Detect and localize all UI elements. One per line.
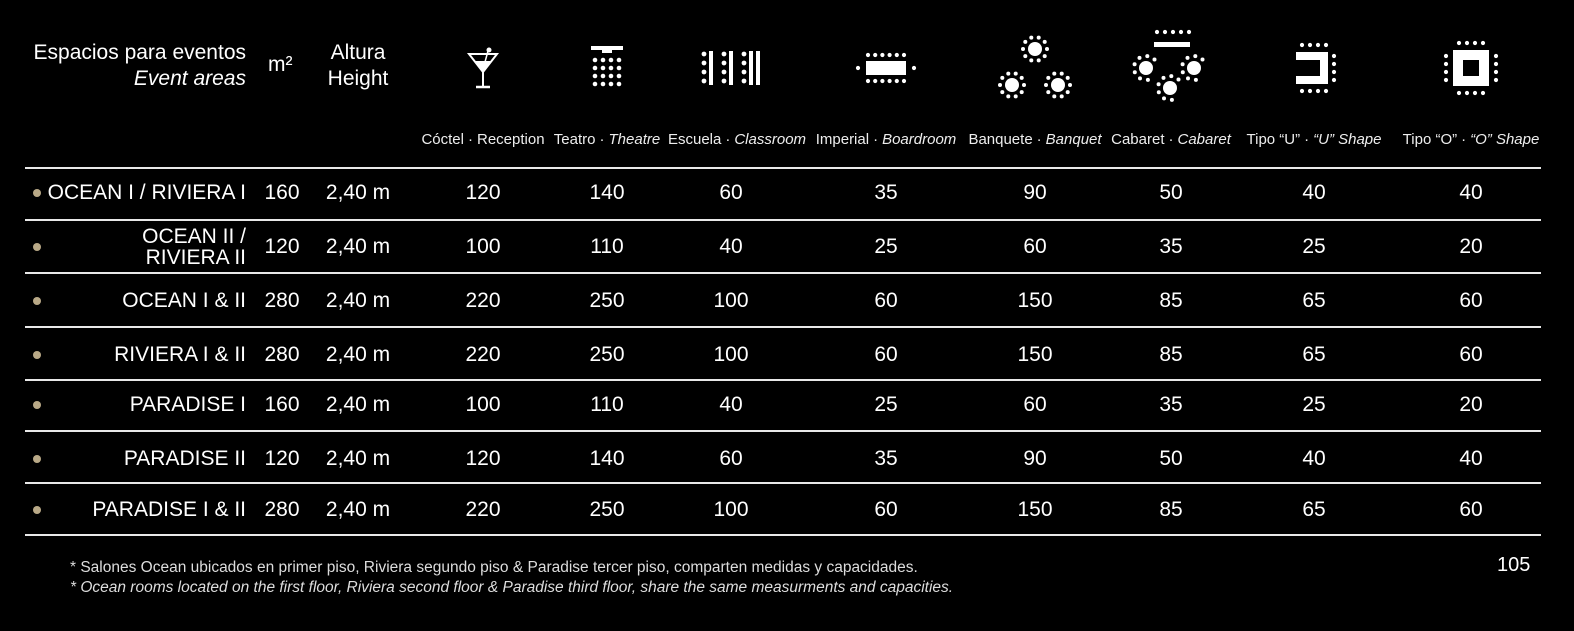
table-rule bbox=[25, 534, 1541, 536]
capacity-value: 150 bbox=[1017, 289, 1053, 312]
capacity-value: 100 bbox=[713, 289, 749, 312]
capacity-value: 40 bbox=[1302, 447, 1326, 470]
header-height bbox=[328, 40, 389, 92]
capacity-value: 65 bbox=[1302, 343, 1326, 366]
separator: · bbox=[1036, 131, 1042, 148]
capacity-value: 20 bbox=[1459, 393, 1483, 416]
capacity-value: 110 bbox=[590, 393, 624, 416]
table-rule bbox=[25, 482, 1541, 484]
separator: · bbox=[1304, 131, 1310, 148]
capacity-value: 220 bbox=[465, 343, 501, 366]
column-label bbox=[816, 131, 957, 148]
capacity-value: 65 bbox=[1302, 498, 1326, 521]
column-label bbox=[968, 131, 1101, 148]
height-value: 2,40 m bbox=[325, 235, 391, 258]
column-label-en: Cabaret bbox=[1177, 131, 1231, 148]
separator: · bbox=[467, 131, 473, 148]
separator: · bbox=[725, 131, 731, 148]
capacity-value: 35 bbox=[1159, 235, 1183, 258]
height-value: 2,40 m bbox=[325, 181, 391, 204]
bullet-icon bbox=[33, 455, 41, 463]
header-area bbox=[34, 40, 246, 92]
capacity-value: 60 bbox=[1023, 393, 1047, 416]
capacity-value: 60 bbox=[719, 447, 743, 470]
capacity-value: 85 bbox=[1159, 289, 1183, 312]
room-name: PARADISE I bbox=[129, 393, 246, 416]
table-rule bbox=[25, 430, 1541, 432]
bullet-icon bbox=[33, 297, 41, 305]
capacity-value: 100 bbox=[465, 393, 501, 416]
header-area-es: Espacios para eventos bbox=[33, 41, 246, 64]
bullet-icon bbox=[33, 189, 41, 197]
separator: · bbox=[1168, 131, 1174, 148]
capacity-value: 60 bbox=[874, 498, 898, 521]
column-label-es: Escuela bbox=[667, 131, 722, 148]
capacity-value: 35 bbox=[874, 181, 898, 204]
area-value: 160 bbox=[264, 393, 300, 416]
capacity-value: 60 bbox=[1459, 498, 1483, 521]
column-label-en: “U” Shape bbox=[1313, 131, 1382, 148]
column-label-en: Boardroom bbox=[882, 131, 957, 148]
capacity-value: 90 bbox=[1023, 181, 1047, 204]
capacity-value: 150 bbox=[1017, 343, 1053, 366]
column-label bbox=[1111, 131, 1231, 148]
header-height-en: Height bbox=[327, 67, 389, 90]
column-label-en: Banquet bbox=[1045, 131, 1102, 148]
capacity-value: 250 bbox=[589, 343, 625, 366]
theatre-layout-icon bbox=[589, 28, 625, 108]
area-value: 120 bbox=[264, 447, 300, 470]
capacity-value: 60 bbox=[874, 343, 898, 366]
classroom-layout-icon bbox=[701, 28, 761, 108]
bullet-icon bbox=[33, 506, 41, 514]
capacity-value: 140 bbox=[589, 181, 625, 204]
capacity-value: 120 bbox=[465, 447, 501, 470]
area-value: 280 bbox=[264, 343, 300, 366]
capacity-value: 60 bbox=[874, 289, 898, 312]
capacity-value: 150 bbox=[1017, 498, 1053, 521]
capacity-value: 60 bbox=[1459, 289, 1483, 312]
capacity-value: 85 bbox=[1159, 498, 1183, 521]
header-area-en: Event areas bbox=[133, 67, 246, 90]
capacity-value: 25 bbox=[1302, 393, 1326, 416]
area-value: 160 bbox=[264, 181, 300, 204]
capacity-value: 40 bbox=[719, 393, 743, 416]
capacity-value: 100 bbox=[465, 235, 501, 258]
bullet-icon bbox=[33, 243, 41, 251]
column-label-en: Reception bbox=[476, 131, 545, 148]
boardroom-layout-icon bbox=[854, 28, 918, 108]
capacity-value: 50 bbox=[1159, 181, 1183, 204]
page-number: 105 bbox=[1497, 554, 1531, 576]
cabaret-layout-icon bbox=[1128, 28, 1214, 108]
room-name: OCEAN II / RIVIERA II bbox=[142, 225, 246, 269]
banquet-layout-icon bbox=[995, 28, 1075, 108]
header-m2: m² bbox=[268, 53, 293, 76]
o-shape-layout-icon bbox=[1443, 28, 1499, 108]
column-label-en: Classroom bbox=[734, 131, 807, 148]
bullet-icon bbox=[33, 351, 41, 359]
column-label-es: Cabaret bbox=[1111, 131, 1165, 148]
column-label bbox=[668, 131, 806, 148]
separator: · bbox=[1461, 131, 1467, 148]
height-value: 2,40 m bbox=[325, 289, 391, 312]
capacity-value: 220 bbox=[465, 289, 501, 312]
capacity-value: 25 bbox=[874, 393, 898, 416]
height-value: 2,40 m bbox=[325, 447, 391, 470]
capacity-value: 90 bbox=[1023, 447, 1047, 470]
column-label-en: “O” Shape bbox=[1470, 131, 1540, 148]
room-name: PARADISE I & II bbox=[92, 498, 246, 521]
column-label bbox=[421, 131, 544, 148]
table-rule bbox=[25, 326, 1541, 328]
capacity-value: 40 bbox=[719, 235, 743, 258]
capacity-value: 100 bbox=[713, 343, 749, 366]
capacity-value: 35 bbox=[1159, 393, 1183, 416]
capacity-value: 60 bbox=[1023, 235, 1047, 258]
footnote-en: * Ocean rooms located on the first floor, Riviera second floor & Paradise third floor, share the same measurments and capacities. bbox=[70, 579, 954, 596]
room-name: PARADISE II bbox=[123, 447, 246, 470]
capacity-value: 220 bbox=[465, 498, 501, 521]
capacity-value: 250 bbox=[589, 498, 625, 521]
column-label-es: Cóctel bbox=[421, 131, 464, 148]
capacity-value: 85 bbox=[1159, 343, 1183, 366]
capacity-value: 60 bbox=[1459, 343, 1483, 366]
column-label-es: Tipo “U” bbox=[1246, 131, 1301, 148]
capacity-value: 100 bbox=[713, 498, 749, 521]
column-label-en: Theatre bbox=[608, 131, 661, 148]
column-label bbox=[1403, 131, 1540, 148]
capacity-value: 40 bbox=[1302, 181, 1326, 204]
table-rule bbox=[25, 167, 1541, 169]
column-label-es: Banquete bbox=[968, 131, 1033, 148]
area-value: 280 bbox=[264, 498, 300, 521]
header-height-es: Altura bbox=[330, 41, 386, 64]
capacity-value: 20 bbox=[1459, 235, 1483, 258]
capacity-value: 40 bbox=[1459, 447, 1483, 470]
area-value: 280 bbox=[264, 289, 300, 312]
cocktail-icon bbox=[466, 28, 500, 108]
separator: · bbox=[599, 131, 605, 148]
column-label-es: Teatro bbox=[553, 131, 596, 148]
height-value: 2,40 m bbox=[325, 343, 391, 366]
room-name: OCEAN I & II bbox=[122, 289, 246, 312]
capacity-value: 25 bbox=[874, 235, 898, 258]
table-rule bbox=[25, 272, 1541, 274]
capacity-value: 50 bbox=[1159, 447, 1183, 470]
table-rule bbox=[25, 219, 1541, 221]
separator: · bbox=[873, 131, 879, 148]
footnote bbox=[70, 558, 953, 598]
area-value: 120 bbox=[264, 235, 300, 258]
height-value: 2,40 m bbox=[325, 393, 391, 416]
room-name: RIVIERA I & II bbox=[114, 343, 246, 366]
column-label bbox=[554, 131, 660, 148]
capacity-value: 35 bbox=[874, 447, 898, 470]
capacity-value: 140 bbox=[589, 447, 625, 470]
column-label-es: Tipo “O” bbox=[1402, 131, 1458, 148]
table-rule bbox=[25, 379, 1541, 381]
footnote-es: * Salones Ocean ubicados en primer piso, Riviera segundo piso & Paradise tercer piso, comparten medidas y capacidades. bbox=[70, 559, 918, 576]
column-label bbox=[1247, 131, 1382, 148]
capacity-value: 60 bbox=[719, 181, 743, 204]
height-value: 2,40 m bbox=[325, 498, 391, 521]
capacity-value: 65 bbox=[1302, 289, 1326, 312]
capacity-value: 250 bbox=[589, 289, 625, 312]
column-label-es: Imperial bbox=[815, 131, 870, 148]
capacity-value: 120 bbox=[465, 181, 501, 204]
u-shape-layout-icon bbox=[1290, 28, 1338, 108]
room-name: OCEAN I / RIVIERA I bbox=[47, 181, 246, 204]
capacity-value: 110 bbox=[590, 235, 624, 258]
capacity-value: 25 bbox=[1302, 235, 1326, 258]
capacity-value: 40 bbox=[1459, 181, 1483, 204]
bullet-icon bbox=[33, 401, 41, 409]
